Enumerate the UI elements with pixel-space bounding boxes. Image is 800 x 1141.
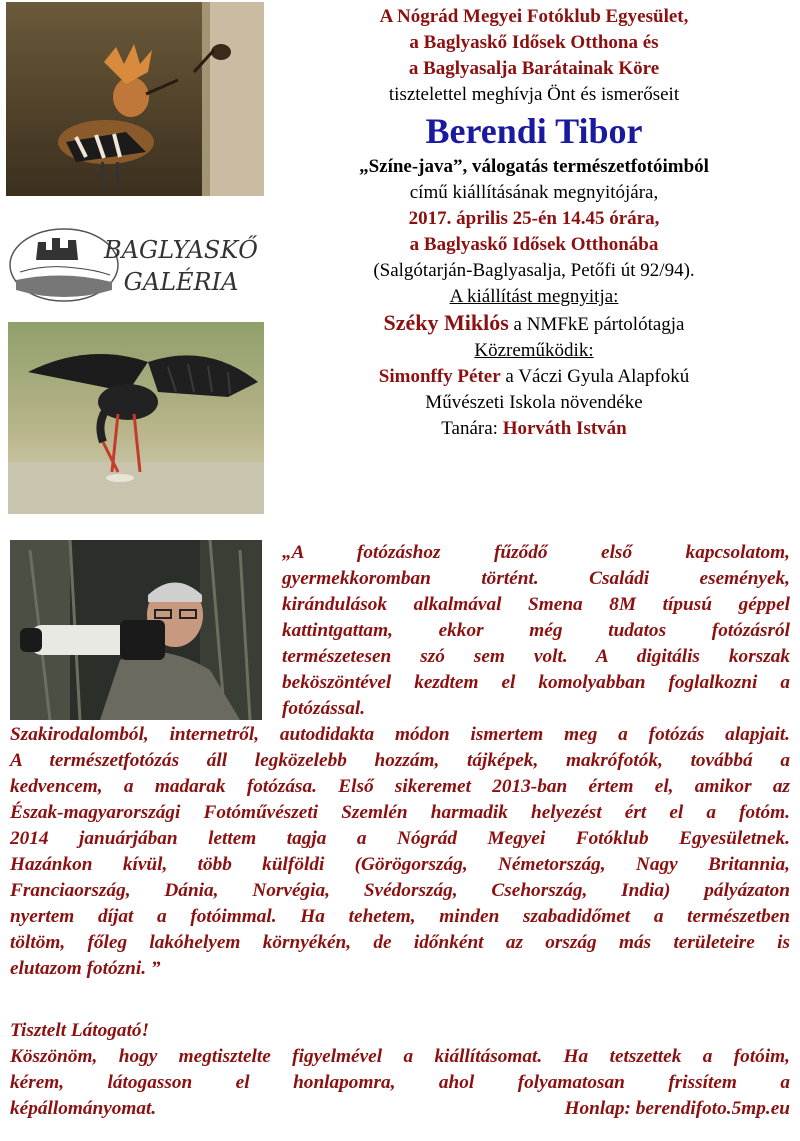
closing-line-2: kérem, látogasson el honlapomra, ahol folyamatosan frissítem a <box>10 1072 790 1093</box>
contributor-name: Simonffy Péter <box>378 366 501 387</box>
event-address: (Salgótarján-Baglyasalja, Petőfi út 92/94). <box>373 260 695 281</box>
quote-line: nyertem díjat a fotóimmal. Ha tehetem, minden szabadidőmet a természetben <box>10 906 790 927</box>
quote-line: fotózással. <box>282 698 366 719</box>
opener <box>270 310 798 338</box>
teacher <box>270 416 798 442</box>
invite-text: tisztelettel meghívja Önt és ismerőseit <box>388 84 680 105</box>
quote-line: kedvencem, a madarak fotózása. Első sikeremet 2013-ban értem el, amikor az <box>10 776 790 797</box>
event-year: 2017 <box>408 208 447 229</box>
gallery-logo <box>6 220 264 310</box>
organizer-3: a Baglyasalja Barátainak Köre <box>408 58 660 79</box>
exhibition-title-suffix: című kiállításának megnyitójára, <box>409 182 659 203</box>
exhibition-title: „Színe-java”, válogatás természetfotóimból <box>359 156 709 177</box>
quote-line: 2014 januárjában lettem tagja a Nógrád Megyei Fotóklub Egyesületnek. <box>10 828 790 849</box>
quote-line: Szakirodalomból, internetről, autodidakta módon ismertem meg a fotózás alapjait. <box>10 724 790 745</box>
organizer-2: a Baglyaskő Idősek Otthona és <box>409 32 659 53</box>
closing-greeting: Tisztelt Látogató! <box>10 1020 150 1041</box>
closing-line-3 <box>10 1096 790 1122</box>
invitation-header <box>270 4 798 442</box>
teacher-label: Tanára: <box>441 418 503 439</box>
quote-line: Franciaország, Dánia, Norvégia, Svédország, Csehország, India) pályázaton <box>10 880 790 901</box>
contributor-role-2: Művészeti Iskola növendéke <box>425 392 643 413</box>
quote-line: Hazánkon kívül, több külföldi (Görögország, Németország, Nagy Britannia, <box>10 854 790 875</box>
contributor <box>270 364 798 390</box>
quote-bottom <box>10 722 790 982</box>
quote-line: beköszöntével kezdtem el komolyabban foglalkozni a <box>282 672 790 693</box>
quote-line: A természetfotózás áll legközelebb hozzám, tájképek, makrófotók, továbbá a <box>10 750 790 771</box>
closing-line-3-left: képállományomat. <box>10 1098 157 1119</box>
opener-name: Széky Miklós <box>383 310 509 335</box>
quote-line: „A fotózáshoz fűződő első kapcsolatom, <box>282 542 790 563</box>
opener-label: A kiállítást megnyitja: <box>449 286 619 307</box>
quote-line: gyermekkoromban történt. Családi események, <box>282 568 790 589</box>
quote-line: elutazom fotózni. ” <box>10 958 161 979</box>
portrait-photo <box>10 540 262 720</box>
logo-line2: GALÉRIA <box>123 268 239 296</box>
stork-photo <box>8 322 264 514</box>
organizer-1: A Nógrád Megyei Fotóklub Egyesület, <box>379 6 689 27</box>
closing-note <box>10 1018 790 1122</box>
hoopoe-photo <box>6 2 264 196</box>
event-venue: a Baglyaskő Idősek Otthonába <box>409 234 659 255</box>
contributor-label: Közreműködik: <box>474 340 594 361</box>
quote-line: töltöm, főleg lakóhelyem környékén, de időnként az ország más területeire is <box>10 932 790 953</box>
logo-line1: BAGLYASKŐ <box>104 236 258 264</box>
quote-line: kattintgattam, ekkor még tudatos fotózásról <box>282 620 790 641</box>
website-link[interactable]: Honlap: berendifoto.5mp.eu <box>564 1098 790 1119</box>
contributor-role-1: a Váczi Gyula Alapfokú <box>500 366 690 387</box>
opener-role: a NMFkE pártolótagja <box>508 314 685 335</box>
event-date-rest: . április 25-én 14.45 órára, <box>446 208 660 229</box>
teacher-name: Horváth István <box>502 418 627 439</box>
quote-line: természetesen szó sem volt. A digitális korszak <box>282 646 790 667</box>
quote-line: Észak-magyarországi Fotóművészeti Szemlén harmadik helyezést ért el a fotóm. <box>10 802 790 823</box>
closing-line-1: Köszönöm, hogy megtisztelte figyelmével a kiállításomat. Ha tetszettek a fotóim, <box>10 1046 790 1067</box>
quote-line: kirándulások alkalmával Smena 8M típusú géppel <box>282 594 790 615</box>
quote-top <box>282 540 790 722</box>
event-date <box>270 206 798 232</box>
artist-name: Berendi Tibor <box>425 111 643 151</box>
